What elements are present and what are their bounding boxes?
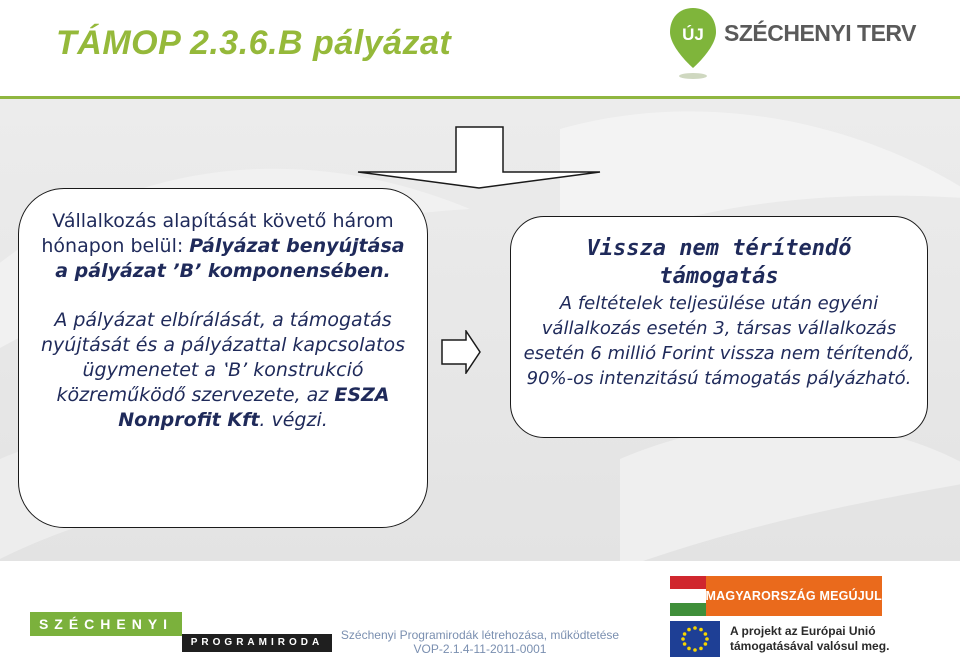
right-box-heading: Vissza nem térítendő támogatás bbox=[586, 236, 852, 289]
left-paragraph-1-intro: Vállalkozás alapítását követő három hónapon belül: bbox=[41, 210, 394, 257]
right-box-body: A feltételek teljesülése után egyéni vállalkozás esetén 3, társas vállalkozás esetén 6 millió Forint vissza nem térítendő, 90%-os intenzitású támogatás pályázható. bbox=[523, 293, 915, 389]
magyarorszag-megujul-logo bbox=[670, 576, 882, 616]
eu-support-text bbox=[730, 624, 889, 654]
eu-text-line-2: támogatásával valósul meg. bbox=[730, 639, 890, 653]
footer-line-2: VOP-2.1.4-11-2011-0001 bbox=[413, 642, 547, 656]
location-pin-icon bbox=[668, 6, 718, 82]
hungarian-flag-icon bbox=[670, 576, 706, 616]
left-paragraph-2-end: . végzi. bbox=[259, 409, 328, 431]
eu-text-line-1: A projekt az Európai Unió bbox=[730, 624, 876, 638]
pin-label: ÚJ bbox=[682, 25, 704, 44]
left-paragraph-2 bbox=[37, 308, 409, 433]
footer-line-1: Széchenyi Programirodák létrehozása, működtetése bbox=[340, 628, 620, 642]
left-info-box bbox=[18, 188, 428, 528]
programiroda-logo-text: PROGRAMIRODA bbox=[182, 634, 332, 652]
page-title: TÁMOP 2.3.6.B pályázat bbox=[56, 24, 452, 62]
eu-support-logo bbox=[670, 620, 940, 658]
szechenyi-logo-text: SZÉCHENYI bbox=[30, 612, 182, 636]
left-paragraph-1-highlight: Pályázat benyújtása a pályázat ’B’ komponensében. bbox=[55, 235, 405, 282]
down-arrow-icon bbox=[318, 126, 608, 190]
footer-project-info bbox=[300, 628, 660, 656]
left-paragraph-1 bbox=[37, 209, 409, 284]
magyarorszag-megujul-text: MAGYARORSZÁG MEGÚJUL bbox=[706, 576, 882, 616]
szechenyi-terv-brand: SZÉCHENYI TERV bbox=[724, 20, 916, 46]
eu-flag-icon bbox=[670, 621, 720, 657]
left-paragraph-2-text: A pályázat elbírálását, a támogatás nyújtását és a pályázattal kapcsolatos ügymenetet a ‛B’ konstrukció közreműködő szervezete, az bbox=[41, 309, 405, 406]
left-paragraph-2-org: ESZA Nonprofit Kft bbox=[118, 384, 390, 431]
szechenyi-programiroda-logo bbox=[30, 612, 332, 652]
szechenyi-terv-logo bbox=[662, 4, 922, 84]
right-arrow-icon bbox=[440, 330, 482, 374]
right-info-box bbox=[510, 216, 928, 438]
